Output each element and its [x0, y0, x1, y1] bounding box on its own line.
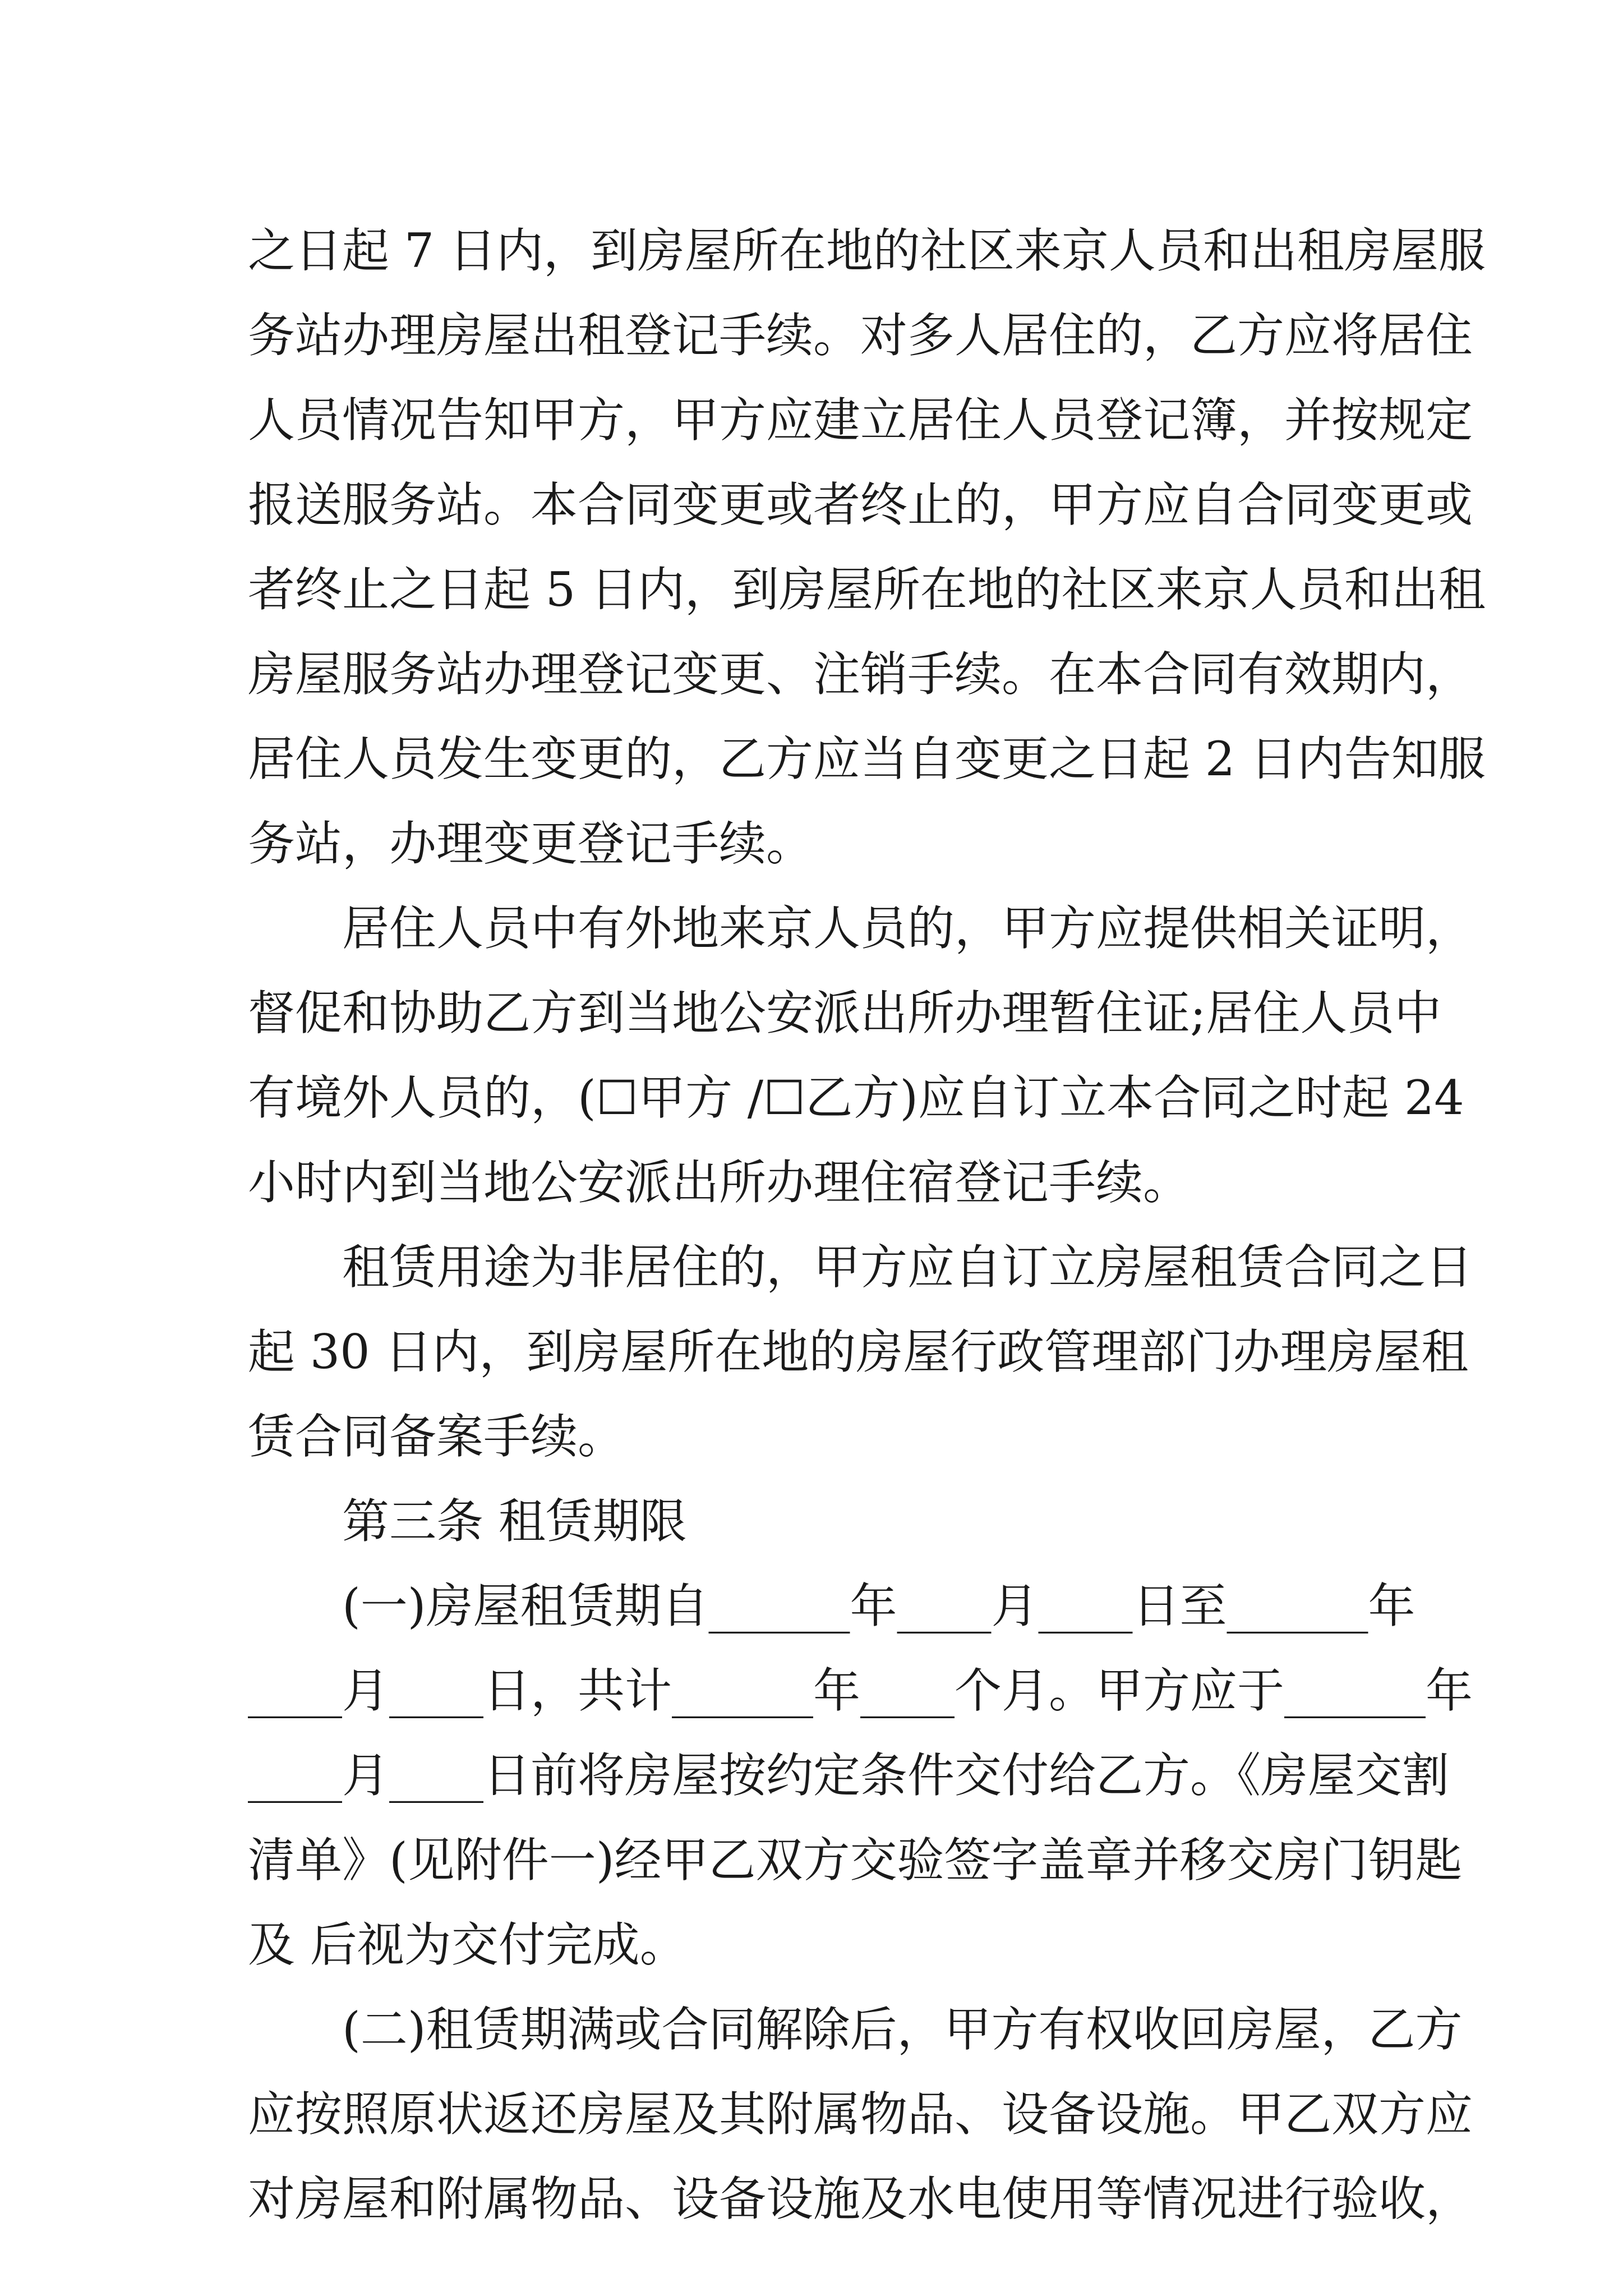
document-line: 务站办理房屋出租登记手续。对多人居住的，乙方应将居住 [248, 308, 1473, 363]
document-line: 租赁用途为非居住的，甲方应自订立房屋租赁合同之日 [342, 1240, 1473, 1295]
document-line: 报送服务站。本合同变更或者终止的，甲方应自合同变更或 [248, 477, 1473, 532]
document-line: (一)房屋租赁期自______年____月____日至______年 [342, 1579, 1415, 1634]
document-line: 者终止之日起 5 日内，到房屋所在地的社区来京人员和出租 [248, 562, 1486, 617]
document-line: (二)租赁期满或合同解除后，甲方有权收回房屋，乙方 [342, 2002, 1463, 2057]
document-line: 督促和协助乙方到当地公安派出所办理暂住证;居住人员中 [248, 986, 1442, 1041]
document-line: 居住人员发生变更的，乙方应当自变更之日起 2 日内告知服 [248, 731, 1486, 786]
document-line: 有境外人员的，(☐甲方 /☐乙方)应自订立本合同之时起 24 [248, 1070, 1464, 1125]
document-line: 及 后视为交付完成。 [248, 1917, 687, 1972]
document-body [248, 209, 1486, 2242]
document-line: ____月____日前将房屋按约定条件交付给乙方。《房屋交割 [248, 1748, 1450, 1803]
document-line: 清单》(见附件一)经甲乙双方交验签字盖章并移交房门钥匙 [248, 1833, 1463, 1888]
document-line: 人员情况告知甲方，甲方应建立居住人员登记簿，并按规定 [248, 393, 1473, 448]
document-line: ____月____日，共计______年____个月。甲方应于______年 [248, 1663, 1473, 1718]
document-line: 房屋服务站办理登记变更、注销手续。在本合同有效期内， [248, 647, 1473, 702]
document-line: 之日起 7 日内，到房屋所在地的社区来京人员和出租房屋服 [248, 223, 1486, 278]
document-line: 小时内到当地公安派出所办理住宿登记手续。 [248, 1155, 1191, 1210]
document-line: 第三条 租赁期限 [342, 1494, 687, 1549]
document-line: 务站，办理变更登记手续。 [248, 816, 814, 871]
document-line: 对房屋和附属物品、设备设施及水电使用等情况进行验收， [248, 2171, 1473, 2226]
document-line: 应按照原状返还房屋及其附属物品、设备设施。甲乙双方应 [248, 2087, 1473, 2142]
document-line: 起 30 日内，到房屋所在地的房屋行政管理部门办理房屋租 [248, 1324, 1469, 1379]
document-line: 居住人员中有外地来京人员的，甲方应提供相关证明， [342, 901, 1473, 956]
document-line: 赁合同备案手续。 [248, 1409, 625, 1464]
